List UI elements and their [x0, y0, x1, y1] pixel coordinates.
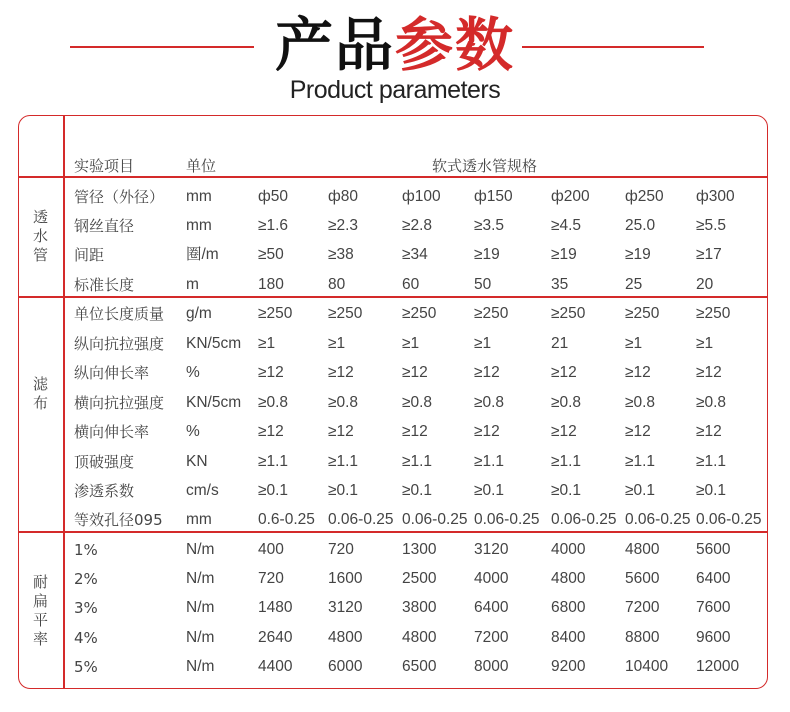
row-value-cell: 4800	[625, 541, 660, 558]
row-unit: 圈/m	[186, 246, 219, 263]
row-unit: %	[186, 364, 200, 381]
row-value-cell: ≥250	[551, 305, 586, 322]
row-value-cell: 4000	[474, 570, 509, 587]
row-value-cell: ≥2.3	[328, 217, 359, 234]
row-value-cell: ≥0.1	[551, 482, 582, 499]
row-value-cell: ≥0.1	[696, 482, 727, 499]
row-value-cell: 3800	[402, 599, 437, 616]
row-item-label: 单位长度质量	[74, 305, 165, 323]
row-unit: cm/s	[186, 482, 219, 499]
row-item-label: 横向抗拉强度	[74, 394, 165, 412]
header-item: 实验项目	[74, 157, 135, 175]
row-value-cell: ≥12	[625, 364, 651, 381]
row-value-cell: ф80	[328, 188, 358, 205]
row-value-cell: ≥0.1	[474, 482, 505, 499]
row-value-cell: ≥1.1	[258, 453, 289, 470]
row-unit: mm	[186, 188, 212, 205]
row-value-cell: ≥0.8	[696, 394, 727, 411]
row-value-cell: 3120	[328, 599, 363, 616]
row-item-label: 纵向抗拉强度	[74, 335, 165, 353]
row-item-label: 5%	[74, 658, 98, 676]
row-value-cell: ≥19	[551, 246, 577, 263]
row-value-cell: ≥12	[258, 423, 284, 440]
row-value-cell: ≥12	[328, 364, 354, 381]
row-value-cell: 20	[696, 276, 714, 293]
row-value-cell: ф150	[474, 188, 513, 205]
row-item-label: 间距	[74, 246, 105, 264]
row-value-cell: 12000	[696, 658, 740, 675]
row-value-cell: 3120	[474, 541, 509, 558]
row-value-cell: ф200	[551, 188, 590, 205]
row-value-cell: 4400	[258, 658, 293, 675]
row-value-cell: 6400	[696, 570, 731, 587]
row-value-cell: 60	[402, 276, 420, 293]
group-separator-3	[18, 531, 768, 533]
row-value-cell: ≥1.1	[551, 453, 582, 470]
row-value-cell: 9200	[551, 658, 586, 675]
row-value-cell: ≥1	[474, 335, 492, 352]
group-label-flatness	[18, 573, 63, 649]
row-value-cell: 720	[328, 541, 354, 558]
group-label-drain-pipe	[18, 208, 63, 265]
row-value-cell: ≥0.8	[625, 394, 656, 411]
row-value-cell: 80	[328, 276, 346, 293]
row-value-cell: ≥0.8	[402, 394, 433, 411]
row-value-cell: ≥250	[625, 305, 660, 322]
row-value-cell: ≥250	[696, 305, 731, 322]
row-value-cell: 0.06-0.25	[328, 511, 394, 528]
row-value-cell: 6500	[402, 658, 437, 675]
row-value-cell: ≥12	[402, 423, 428, 440]
row-value-cell: ≥0.8	[328, 394, 359, 411]
row-value-cell: ≥0.8	[551, 394, 582, 411]
row-value-cell: ≥0.1	[625, 482, 656, 499]
group-label-filter-cloth	[18, 375, 63, 413]
title-black-part: 产品	[274, 11, 395, 79]
row-item-label: 渗透系数	[74, 482, 135, 500]
row-value-cell: 0.06-0.25	[551, 511, 617, 528]
row-unit: N/m	[186, 629, 215, 646]
row-value-cell: 400	[258, 541, 284, 558]
row-value-cell: ≥1	[625, 335, 643, 352]
row-value-cell: 0.06-0.25	[474, 511, 540, 528]
row-value-cell: ф100	[402, 188, 441, 205]
group-char: 扁	[32, 592, 48, 610]
row-item-label: 1%	[74, 541, 98, 559]
row-value-cell: 8000	[474, 658, 509, 675]
row-value-cell: ≥12	[474, 364, 500, 381]
row-value-cell: 2500	[402, 570, 437, 587]
row-unit: g/m	[186, 305, 212, 322]
row-unit: mm	[186, 217, 212, 234]
row-value-cell: ≥250	[258, 305, 293, 322]
row-value-cell: 1300	[402, 541, 437, 558]
row-value-cell: 35	[551, 276, 569, 293]
row-item-label: 标准长度	[74, 276, 135, 294]
row-value-cell: ≥250	[402, 305, 437, 322]
row-value-cell: 720	[258, 570, 284, 587]
row-value-cell: 50	[474, 276, 492, 293]
row-value-cell: ≥0.1	[258, 482, 289, 499]
row-value-cell: ≥12	[402, 364, 428, 381]
group-char: 透	[32, 208, 48, 226]
row-value-cell: ≥12	[551, 423, 577, 440]
row-value-cell: ≥12	[625, 423, 651, 440]
row-value-cell: ≥1.1	[696, 453, 727, 470]
row-value-cell: 1480	[258, 599, 293, 616]
row-unit: KN/5cm	[186, 335, 242, 352]
header-spec: 软式透水管规格	[432, 157, 538, 175]
group-char: 布	[32, 394, 48, 412]
row-value-cell: ф300	[696, 188, 735, 205]
row-value-cell: ≥17	[696, 246, 722, 263]
row-value-cell: 5600	[696, 541, 731, 558]
row-value-cell: ≥4.5	[551, 217, 582, 234]
row-value-cell: 9600	[696, 629, 731, 646]
row-value-cell: ≥0.1	[328, 482, 359, 499]
row-value-cell: ≥12	[696, 364, 722, 381]
row-item-label: 3%	[74, 599, 98, 617]
row-value-cell: ≥1	[402, 335, 420, 352]
row-item-label: 钢丝直径	[74, 217, 135, 235]
row-value-cell: 8800	[625, 629, 660, 646]
row-value-cell: 4800	[402, 629, 437, 646]
row-value-cell: 4000	[551, 541, 586, 558]
row-value-cell: 5600	[625, 570, 660, 587]
row-value-cell: 4800	[328, 629, 363, 646]
row-value-cell: ≥1	[696, 335, 714, 352]
row-unit: N/m	[186, 570, 215, 587]
row-value-cell: ф50	[258, 188, 288, 205]
row-value-cell: 7200	[474, 629, 509, 646]
row-value-cell: ≥38	[328, 246, 354, 263]
row-value-cell: ≥12	[551, 364, 577, 381]
row-value-cell: ≥1	[258, 335, 276, 352]
row-item-label: 等效孔径095	[74, 511, 163, 529]
row-value-cell: 6000	[328, 658, 363, 675]
group-char: 率	[32, 630, 48, 648]
row-value-cell: ≥0.1	[402, 482, 433, 499]
row-unit: N/m	[186, 599, 215, 616]
row-value-cell: 0.06-0.25	[625, 511, 691, 528]
row-value-cell: ≥0.8	[474, 394, 505, 411]
row-value-cell: 2640	[258, 629, 293, 646]
row-item-label: 4%	[74, 629, 98, 647]
row-unit: N/m	[186, 541, 215, 558]
row-item-label: 2%	[74, 570, 98, 588]
row-value-cell: ≥19	[474, 246, 500, 263]
row-item-label: 纵向伸长率	[74, 364, 150, 382]
row-value-cell: ≥12	[474, 423, 500, 440]
group-char: 耐	[32, 573, 48, 591]
row-value-cell: ≥12	[328, 423, 354, 440]
row-value-cell: ≥0.8	[258, 394, 289, 411]
page-subtitle: Product parameters	[289, 76, 501, 104]
row-value-cell: 6400	[474, 599, 509, 616]
title-red-part: 参数	[395, 11, 516, 79]
row-value-cell: ≥1.1	[402, 453, 433, 470]
row-unit: mm	[186, 511, 212, 528]
row-value-cell: ≥250	[474, 305, 509, 322]
row-unit: m	[186, 276, 199, 293]
group-char: 滤	[32, 375, 48, 393]
row-value-cell: 0.06-0.25	[402, 511, 468, 528]
row-value-cell: ≥1.6	[258, 217, 289, 234]
row-value-cell: ≥3.5	[474, 217, 505, 234]
row-value-cell: 10400	[625, 658, 669, 675]
group-separator-2	[18, 296, 768, 298]
group-column-divider	[63, 115, 65, 689]
row-value-cell: 7200	[625, 599, 660, 616]
row-value-cell: ≥1.1	[328, 453, 359, 470]
row-value-cell: ≥12	[258, 364, 284, 381]
row-value-cell: 21	[551, 335, 569, 352]
row-unit: KN	[186, 453, 208, 470]
row-value-cell: 180	[258, 276, 284, 293]
row-value-cell: ≥1.1	[474, 453, 505, 470]
row-value-cell: 1600	[328, 570, 363, 587]
row-value-cell: 25.0	[625, 217, 656, 234]
row-value-cell: ≥1.1	[625, 453, 656, 470]
row-item-label: 管径（外径）	[74, 188, 165, 206]
row-value-cell: 25	[625, 276, 643, 293]
row-value-cell: 4800	[551, 570, 586, 587]
row-value-cell: 0.6-0.25	[258, 511, 315, 528]
row-value-cell: ф250	[625, 188, 664, 205]
row-item-label: 顶破强度	[74, 453, 135, 471]
group-char: 水	[32, 227, 48, 245]
row-value-cell: ≥19	[625, 246, 651, 263]
page-title	[0, 10, 790, 80]
row-value-cell: 7600	[696, 599, 731, 616]
row-value-cell: ≥34	[402, 246, 428, 263]
row-unit: KN/5cm	[186, 394, 242, 411]
group-char: 管	[32, 246, 48, 264]
row-value-cell: ≥2.8	[402, 217, 433, 234]
row-value-cell: ≥250	[328, 305, 363, 322]
row-value-cell: ≥50	[258, 246, 284, 263]
row-item-label: 横向伸长率	[74, 423, 150, 441]
group-separator-1	[18, 176, 768, 178]
row-value-cell: ≥5.5	[696, 217, 727, 234]
row-unit: %	[186, 423, 200, 440]
row-value-cell: 6800	[551, 599, 586, 616]
row-value-cell: 0.06-0.25	[696, 511, 762, 528]
row-value-cell: ≥12	[696, 423, 722, 440]
header-unit: 单位	[186, 157, 217, 175]
row-value-cell: 8400	[551, 629, 586, 646]
row-value-cell: ≥1	[328, 335, 346, 352]
group-char: 平	[32, 611, 48, 629]
row-unit: N/m	[186, 658, 215, 675]
